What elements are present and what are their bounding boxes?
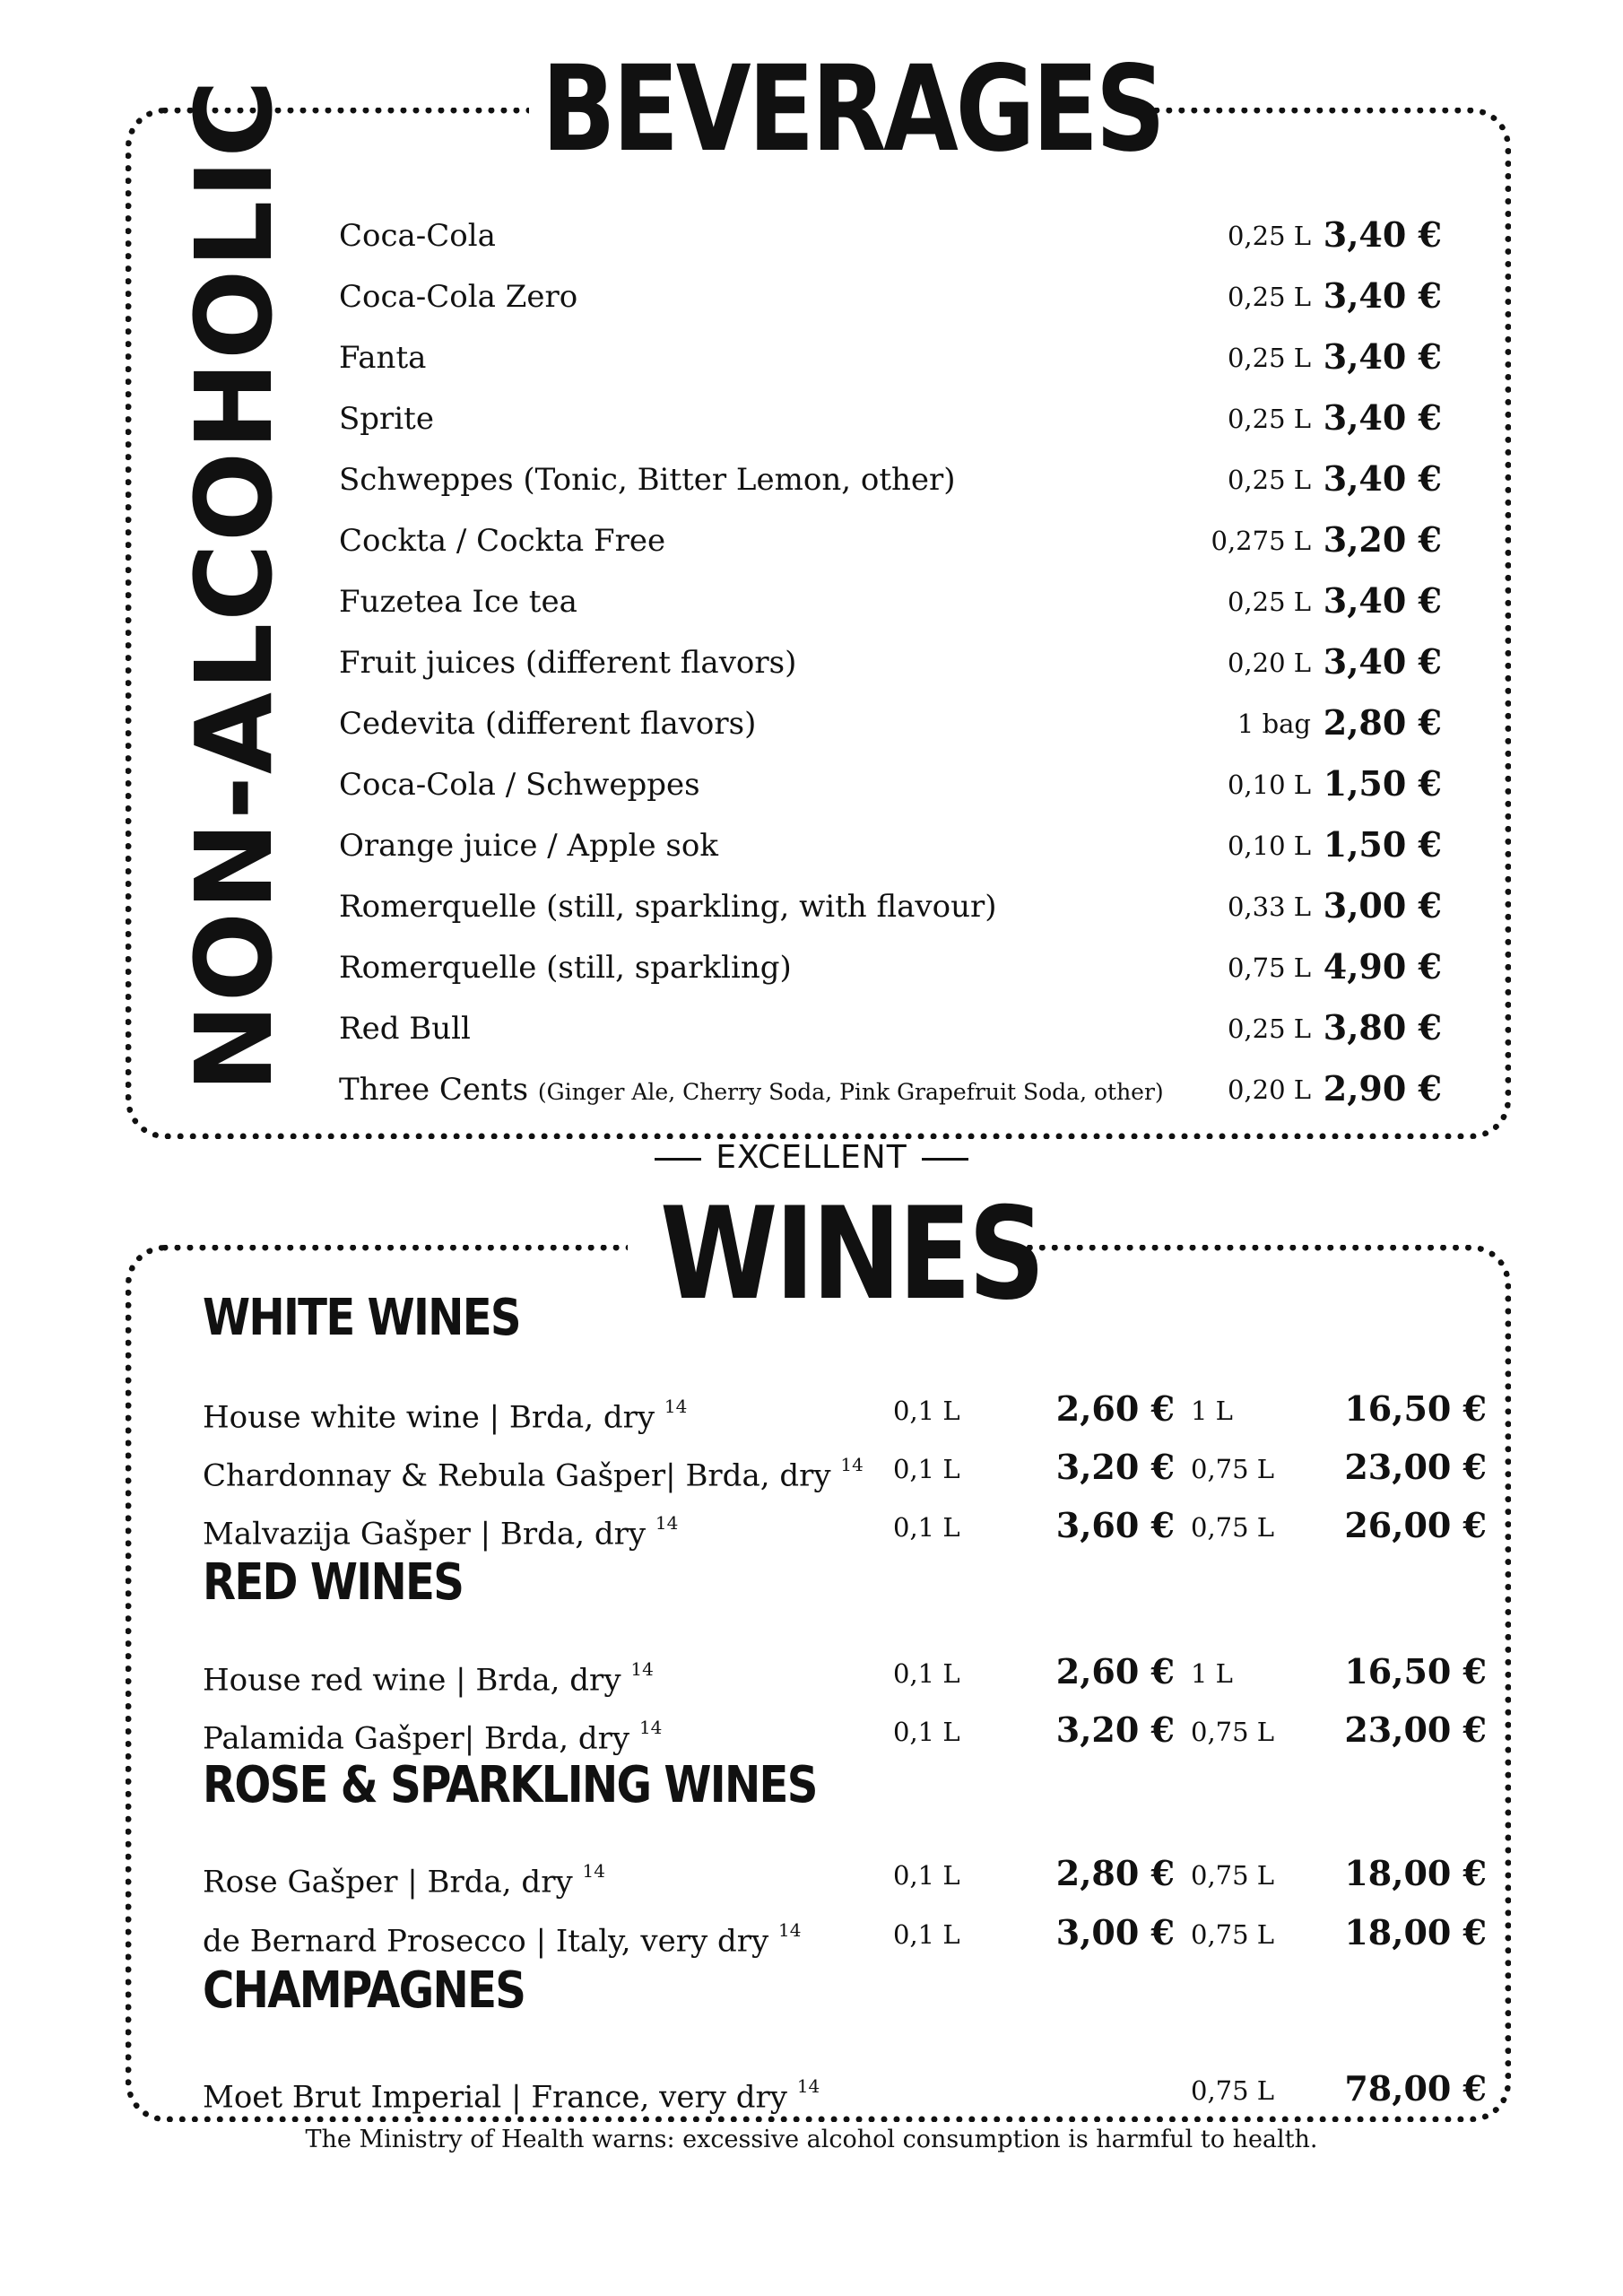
beverage-price: 2,90 € [1323, 1068, 1442, 1109]
wine-alcohol-sup: 14 [664, 1396, 688, 1417]
wine-name-text: Malvazija Gašper | Brda, dry [203, 1516, 647, 1552]
beverage-price: 3,40 € [1323, 336, 1442, 377]
wine-row [203, 1704, 1487, 1758]
wine-name [203, 1848, 605, 1909]
wine-category-title: WHITE WINES [203, 1289, 520, 1347]
wine-glass-price: 3,00 € [1055, 1912, 1175, 1952]
wine-name-text: Moet Brut Imperial | France, very dry [203, 2079, 787, 2116]
wine-name [203, 1907, 801, 1968]
beverage-name [339, 941, 792, 995]
wine-bottle-volume: 1 L [1191, 1396, 1233, 1426]
wine-alcohol-sup: 14 [778, 1919, 802, 1941]
wine-name-text: Chardonnay & Rebula Gašper| Brda, dry [203, 1457, 831, 1494]
kicker-text: EXCELLENT [716, 1139, 907, 1176]
beverage-name [339, 880, 997, 934]
beverage-row [339, 880, 1451, 934]
beverage-price: 1,50 € [1323, 824, 1442, 865]
wine-row [203, 1383, 1487, 1437]
beverage-name-text: Coca-Cola / Schweppes [339, 767, 700, 803]
wine-glass-price: 3,20 € [1055, 1709, 1175, 1750]
wine-bottle-price: 78,00 € [1344, 2068, 1487, 2109]
wine-name-text: House white wine | Brda, dry [203, 1399, 655, 1436]
beverage-price: 3,00 € [1323, 885, 1442, 926]
wine-category-title: CHAMPAGNES [203, 1961, 525, 2020]
wine-alcohol-sup: 14 [638, 1717, 663, 1738]
beverage-price: 3,40 € [1323, 580, 1442, 621]
beverage-name [339, 331, 426, 385]
wine-bottle-price: 18,00 € [1344, 1912, 1487, 1952]
beverage-volume: 0,10 L [1227, 770, 1311, 800]
beverage-name [339, 1063, 1164, 1119]
wine-row [203, 2063, 1487, 2117]
beverage-name-text: Fruit juices (different flavors) [339, 645, 797, 681]
wine-glass-volume: 0,1 L [893, 1717, 960, 1747]
beverage-name [339, 758, 700, 812]
beverage-volume: 0,25 L [1227, 221, 1311, 251]
beverage-row [339, 514, 1451, 568]
beverage-name-text: Fanta [339, 340, 427, 376]
beverage-name-text: Fuzetea Ice tea [339, 584, 577, 620]
beverage-name [339, 392, 434, 446]
wine-bottle-volume: 0,75 L [1191, 1512, 1275, 1543]
wine-alcohol-sup: 14 [630, 1658, 654, 1680]
wines-title: WINES [660, 1180, 1043, 1328]
beverage-name-text: Cockta / Cockta Free [339, 523, 666, 559]
beverage-row [339, 270, 1451, 324]
wine-name-text: Palamida Gašper| Brda, dry [203, 1720, 630, 1757]
beverage-name-text: Romerquelle (still, sparkling, with flavour) [339, 889, 997, 925]
wine-glass-price: 2,80 € [1055, 1853, 1175, 1893]
wine-bottle-price: 16,50 € [1344, 1388, 1487, 1429]
beverage-name-text: Sprite [339, 401, 434, 437]
wine-name-text: House red wine | Brda, dry [203, 1662, 621, 1699]
wine-name [203, 1383, 687, 1444]
beverage-volume: 0,25 L [1227, 1013, 1311, 1044]
beverage-name-text: Romerquelle (still, sparkling) [339, 950, 792, 986]
wine-name-text: de Bernard Prosecco | Italy, very dry [203, 1923, 769, 1960]
beverage-name-text: Orange juice / Apple sok [339, 828, 718, 864]
beverage-price: 3,40 € [1323, 641, 1442, 682]
wine-category-title: RED WINES [203, 1553, 464, 1612]
beverage-row [339, 575, 1451, 629]
beverage-name-text: Red Bull [339, 1011, 471, 1047]
wine-glass-volume: 0,1 L [893, 1512, 960, 1543]
beverage-price: 3,40 € [1323, 397, 1442, 438]
wine-row [203, 1500, 1487, 1553]
beverage-volume: 0,25 L [1227, 343, 1311, 373]
excellent-kicker [0, 1139, 1623, 1176]
beverage-name [339, 819, 718, 873]
beverage-volume: 0,25 L [1227, 404, 1311, 434]
wine-glass-price: 3,60 € [1055, 1505, 1175, 1545]
beverage-name-text: Three Cents [339, 1072, 529, 1108]
beverage-price: 3,20 € [1323, 519, 1442, 560]
wine-glass-price: 2,60 € [1055, 1388, 1175, 1429]
beverage-name [339, 270, 577, 324]
beverage-name [339, 453, 956, 507]
beverage-price: 2,80 € [1323, 702, 1442, 743]
beverage-row [339, 941, 1451, 995]
wine-name [203, 1646, 654, 1707]
wine-bottle-volume: 0,75 L [1191, 1717, 1275, 1747]
beverage-row [339, 1002, 1451, 1056]
beverage-name [339, 1002, 471, 1056]
beverage-price: 3,40 € [1323, 214, 1442, 255]
wine-name [203, 1441, 864, 1502]
beverage-volume: 1 bag [1237, 709, 1311, 739]
beverage-volume: 0,33 L [1227, 891, 1311, 922]
wine-glass-volume: 0,1 L [893, 1454, 960, 1484]
beverage-volume: 0,275 L [1211, 526, 1311, 556]
wine-bottle-price: 23,00 € [1344, 1709, 1487, 1750]
beverage-volume: 0,10 L [1227, 831, 1311, 861]
beverage-volume: 0,25 L [1227, 587, 1311, 617]
wine-row [203, 1646, 1487, 1700]
beverage-row [339, 453, 1451, 507]
beverage-name-text: Cedevita (different flavors) [339, 706, 757, 742]
wine-bottle-price: 26,00 € [1344, 1505, 1487, 1545]
beverage-name [339, 575, 577, 629]
beverage-row [339, 1063, 1451, 1117]
beverage-volume: 0,25 L [1227, 282, 1311, 312]
wine-glass-volume: 0,1 L [893, 1919, 960, 1950]
beverage-name [339, 514, 665, 568]
wine-category-title: ROSE & SPARKLING WINES [203, 1756, 817, 1814]
wine-bottle-volume: 1 L [1191, 1658, 1233, 1689]
wine-alcohol-sup: 14 [840, 1454, 864, 1475]
wine-name [203, 2063, 820, 2124]
beverage-price: 3,40 € [1323, 275, 1442, 316]
beverage-volume: 0,75 L [1227, 952, 1311, 983]
wine-alcohol-sup: 14 [655, 1512, 679, 1534]
health-warning: The Ministry of Health warns: excessive alcohol consumption is harmful to health. [305, 2126, 1318, 2153]
beverage-note: (Ginger Ale, Cherry Soda, Pink Grapefruit Soda, other) [537, 1079, 1164, 1105]
beverage-row [339, 819, 1451, 873]
non-alcoholic-label: NON-ALCOHOLIC [172, 78, 296, 1092]
beverage-price: 3,80 € [1323, 1007, 1442, 1048]
beverage-volume: 0,25 L [1227, 465, 1311, 495]
beverage-name [339, 636, 796, 690]
wine-bottle-volume: 0,75 L [1191, 1454, 1275, 1484]
wine-bottle-volume: 0,75 L [1191, 1860, 1275, 1891]
beverages-title: BEVERAGES [542, 40, 1163, 178]
beverage-row [339, 392, 1451, 446]
kicker-dash-left [655, 1158, 701, 1161]
wine-bottle-price: 23,00 € [1344, 1447, 1487, 1487]
wine-name-text: Rose Gašper | Brda, dry [203, 1864, 573, 1900]
wine-glass-volume: 0,1 L [893, 1396, 960, 1426]
wine-glass-volume: 0,1 L [893, 1860, 960, 1891]
wine-alcohol-sup: 14 [582, 1860, 605, 1882]
wine-bottle-price: 18,00 € [1344, 1853, 1487, 1893]
beverage-name [339, 209, 496, 263]
beverage-row [339, 758, 1451, 812]
wine-name [203, 1500, 678, 1561]
wine-alcohol-sup: 14 [796, 2075, 820, 2097]
wine-row [203, 1848, 1487, 1901]
wine-bottle-price: 16,50 € [1344, 1651, 1487, 1692]
beverage-volume: 0,20 L [1227, 1074, 1311, 1105]
beverage-name [339, 697, 756, 751]
wine-bottle-volume: 0,75 L [1191, 1919, 1275, 1950]
beverage-volume: 0,20 L [1227, 648, 1311, 678]
wine-bottle-volume: 0,75 L [1191, 2075, 1275, 2106]
wine-glass-volume: 0,1 L [893, 1658, 960, 1689]
beverage-price: 3,40 € [1323, 458, 1442, 499]
beverage-name-text: Coca-Cola Zero [339, 279, 578, 315]
kicker-dash-right [922, 1158, 968, 1161]
beverage-price: 4,90 € [1323, 946, 1442, 987]
beverage-row [339, 697, 1451, 751]
wine-glass-price: 3,20 € [1055, 1447, 1175, 1487]
wine-glass-price: 2,60 € [1055, 1651, 1175, 1692]
wine-row [203, 1907, 1487, 1961]
beverage-row [339, 209, 1451, 263]
beverage-name-text: Coca-Cola [339, 218, 496, 254]
beverage-row [339, 331, 1451, 385]
beverage-price: 1,50 € [1323, 763, 1442, 804]
wine-row [203, 1441, 1487, 1495]
beverage-row [339, 636, 1451, 690]
beverage-name-text: Schweppes (Tonic, Bitter Lemon, other) [339, 462, 956, 498]
